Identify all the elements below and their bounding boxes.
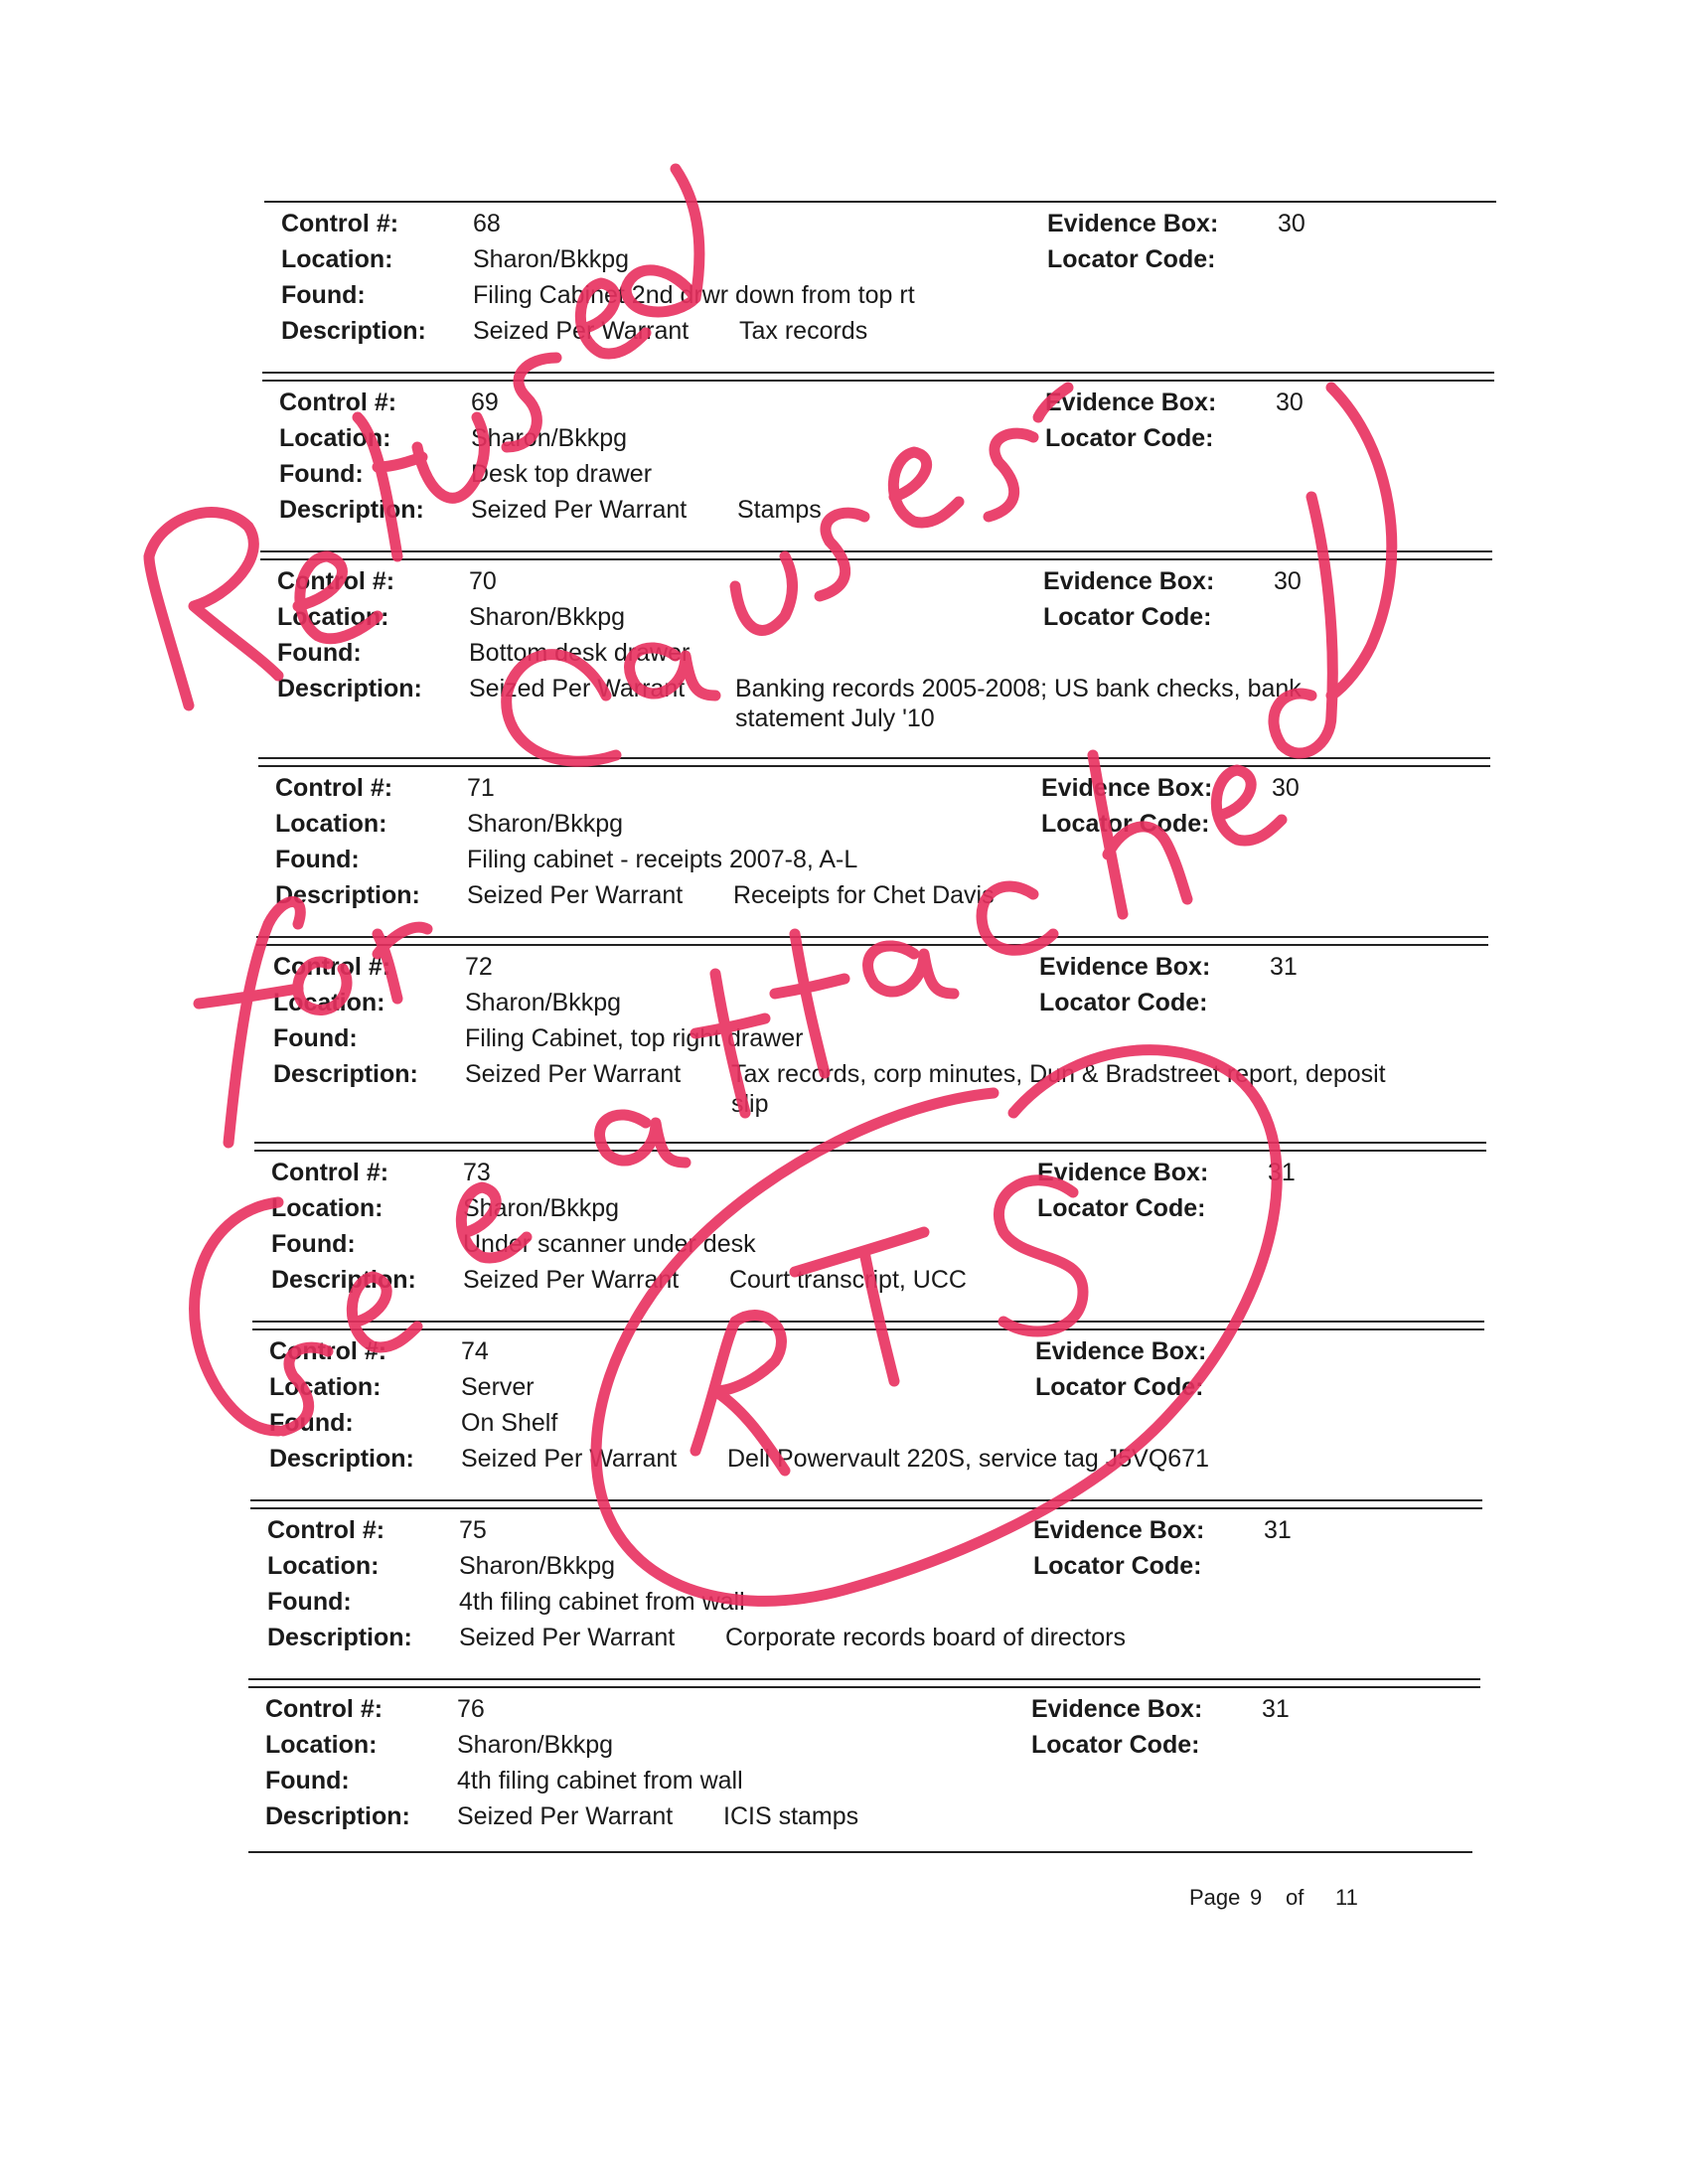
- found-value: 4th filing cabinet from wall: [459, 1588, 745, 1616]
- label-found: Found:: [275, 846, 360, 873]
- seized-status: Seized Per Warrant: [465, 1060, 682, 1088]
- label-evidence-box: Evidence Box:: [1041, 774, 1213, 802]
- evidence-box-value: 31: [1268, 1159, 1296, 1186]
- control-number: 71: [467, 774, 495, 802]
- control-number: 76: [457, 1695, 485, 1723]
- seized-status: Seized Per Warrant: [461, 1445, 678, 1473]
- label-description: Description:: [277, 675, 422, 702]
- found-value: Filing Cabinet 2nd drwr down from top rt: [473, 281, 915, 309]
- label-control: Control #:: [265, 1695, 384, 1723]
- label-evidence-box: Evidence Box:: [1039, 953, 1211, 981]
- seized-status: Seized Per Warrant: [457, 1802, 674, 1830]
- seized-status: Seized Per Warrant: [459, 1624, 676, 1651]
- location-value: Server: [461, 1373, 535, 1401]
- record-rule: [258, 757, 1490, 759]
- description-value: Receipts for Chet Davis: [733, 881, 995, 909]
- record-rule: [260, 550, 1492, 552]
- found-value: Filing Cabinet, top right drawer: [465, 1024, 804, 1052]
- control-number: 75: [459, 1516, 487, 1544]
- seized-status: Seized Per Warrant: [473, 317, 690, 345]
- record-rule: [252, 1321, 1484, 1323]
- page-total: 11: [1335, 1885, 1358, 1910]
- evidence-box-value: 31: [1270, 953, 1298, 981]
- label-location: Location:: [273, 989, 385, 1016]
- location-value: Sharon/Bkkpg: [465, 989, 622, 1016]
- record-rule: [250, 1499, 1482, 1501]
- description-value: Stamps: [737, 496, 822, 524]
- found-value: Filing cabinet - receipts 2007-8, A-L: [467, 846, 858, 873]
- record-rule: [260, 558, 1492, 560]
- label-evidence-box: Evidence Box:: [1035, 1337, 1207, 1365]
- label-found: Found:: [271, 1230, 356, 1258]
- description-value: Dell Powervault 220S, service tag J5VQ671: [727, 1445, 1209, 1473]
- label-description: Description:: [265, 1802, 410, 1830]
- label-control: Control #:: [279, 389, 397, 416]
- label-found: Found:: [279, 460, 364, 488]
- label-evidence-box: Evidence Box:: [1043, 567, 1215, 595]
- evidence-box-value: 30: [1278, 210, 1305, 237]
- description-value: ICIS stamps: [723, 1802, 859, 1830]
- evidence-box-value: 30: [1274, 567, 1302, 595]
- label-description: Description:: [279, 496, 424, 524]
- label-locator-code: Locator Code:: [1039, 989, 1208, 1016]
- label-found: Found:: [281, 281, 366, 309]
- seized-status: Seized Per Warrant: [469, 675, 686, 702]
- description-continued: slip: [731, 1090, 769, 1118]
- found-value: Under scanner under desk: [463, 1230, 756, 1258]
- control-number: 68: [473, 210, 501, 237]
- seized-status: Seized Per Warrant: [467, 881, 684, 909]
- label-control: Control #:: [275, 774, 393, 802]
- page-number: 9: [1250, 1885, 1263, 1910]
- label-locator-code: Locator Code:: [1045, 424, 1214, 452]
- record-rule: [250, 1507, 1482, 1509]
- label-location: Location:: [279, 424, 391, 452]
- label-location: Location:: [277, 603, 389, 631]
- record-rule: [264, 201, 1496, 203]
- found-value: Bottom desk drawer: [469, 639, 691, 667]
- location-value: Sharon/Bkkpg: [457, 1731, 614, 1759]
- label-found: Found:: [267, 1588, 352, 1616]
- label-description: Description:: [281, 317, 426, 345]
- record-rule: [248, 1678, 1480, 1680]
- label-locator-code: Locator Code:: [1031, 1731, 1200, 1759]
- found-value: Desk top drawer: [471, 460, 653, 488]
- label-evidence-box: Evidence Box:: [1037, 1159, 1209, 1186]
- label-found: Found:: [269, 1409, 354, 1437]
- record-rule: [254, 1150, 1486, 1152]
- control-number: 70: [469, 567, 497, 595]
- control-number: 69: [471, 389, 499, 416]
- description-continued: statement July '10: [735, 704, 935, 732]
- label-location: Location:: [267, 1552, 380, 1580]
- control-number: 72: [465, 953, 493, 981]
- record-rule: [248, 1851, 1472, 1853]
- label-description: Description:: [275, 881, 420, 909]
- label-evidence-box: Evidence Box:: [1047, 210, 1219, 237]
- label-location: Location:: [265, 1731, 378, 1759]
- seized-status: Seized Per Warrant: [471, 496, 688, 524]
- label-control: Control #:: [273, 953, 391, 981]
- description-value: Tax records, corp minutes, Dun & Bradstreet report, deposit: [731, 1060, 1386, 1088]
- found-value: On Shelf: [461, 1409, 558, 1437]
- label-evidence-box: Evidence Box:: [1031, 1695, 1203, 1723]
- record-rule: [262, 380, 1494, 382]
- description-value: Banking records 2005-2008; US bank checks, bank: [735, 675, 1302, 702]
- location-value: Sharon/Bkkpg: [471, 424, 628, 452]
- seized-status: Seized Per Warrant: [463, 1266, 680, 1294]
- record-rule: [256, 944, 1488, 946]
- label-locator-code: Locator Code:: [1041, 810, 1210, 838]
- label-found: Found:: [277, 639, 362, 667]
- record-rule: [256, 936, 1488, 938]
- record-rule: [252, 1328, 1484, 1330]
- label-description: Description:: [273, 1060, 418, 1088]
- label-control: Control #:: [267, 1516, 385, 1544]
- label-locator-code: Locator Code:: [1035, 1373, 1204, 1401]
- description-value: Court transcript, UCC: [729, 1266, 967, 1294]
- location-value: Sharon/Bkkpg: [463, 1194, 620, 1222]
- location-value: Sharon/Bkkpg: [467, 810, 624, 838]
- label-location: Location:: [269, 1373, 382, 1401]
- label-evidence-box: Evidence Box:: [1045, 389, 1217, 416]
- record-rule: [262, 372, 1494, 374]
- description-value: Corporate records board of directors: [725, 1624, 1126, 1651]
- location-value: Sharon/Bkkpg: [459, 1552, 616, 1580]
- record-rule: [258, 765, 1490, 767]
- location-value: Sharon/Bkkpg: [469, 603, 626, 631]
- control-number: 74: [461, 1337, 489, 1365]
- record-rule: [248, 1686, 1480, 1688]
- label-locator-code: Locator Code:: [1043, 603, 1212, 631]
- label-found: Found:: [273, 1024, 358, 1052]
- label-control: Control #:: [271, 1159, 389, 1186]
- label-locator-code: Locator Code:: [1033, 1552, 1202, 1580]
- evidence-box-value: 30: [1276, 389, 1304, 416]
- label-description: Description:: [267, 1624, 412, 1651]
- label-control: Control #:: [281, 210, 399, 237]
- label-description: Description:: [269, 1445, 414, 1473]
- location-value: Sharon/Bkkpg: [473, 245, 630, 273]
- evidence-box-value: 31: [1262, 1695, 1290, 1723]
- label-locator-code: Locator Code:: [1037, 1194, 1206, 1222]
- found-value: 4th filing cabinet from wall: [457, 1767, 743, 1794]
- of-label: of: [1286, 1885, 1305, 1910]
- page-label: Page: [1189, 1885, 1241, 1910]
- label-control: Control #:: [269, 1337, 387, 1365]
- label-found: Found:: [265, 1767, 350, 1794]
- label-location: Location:: [271, 1194, 384, 1222]
- label-description: Description:: [271, 1266, 416, 1294]
- label-control: Control #:: [277, 567, 395, 595]
- record-rule: [254, 1142, 1486, 1144]
- evidence-box-value: 30: [1272, 774, 1300, 802]
- label-locator-code: Locator Code:: [1047, 245, 1216, 273]
- evidence-box-value: 31: [1264, 1516, 1292, 1544]
- label-location: Location:: [275, 810, 387, 838]
- label-location: Location:: [281, 245, 393, 273]
- control-number: 73: [463, 1159, 491, 1186]
- description-value: Tax records: [739, 317, 868, 345]
- label-evidence-box: Evidence Box:: [1033, 1516, 1205, 1544]
